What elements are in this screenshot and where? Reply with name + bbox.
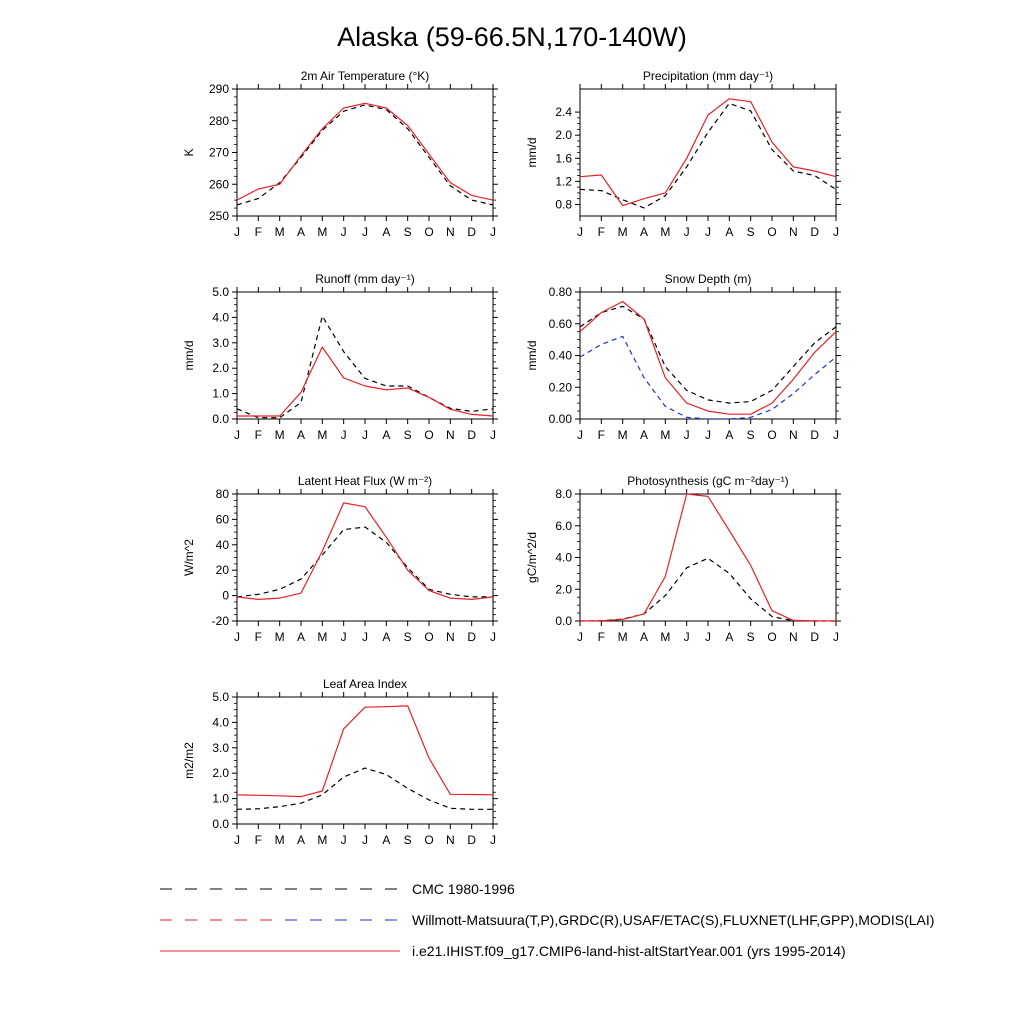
y-tick-label: 5.0 [212,690,229,704]
y-tick-label: 1.0 [212,386,229,401]
series-line-model [237,706,493,797]
y-tick-label: 4.0 [212,310,229,325]
y-axis-label: mm/d [525,340,539,371]
x-tick-label: M [274,428,285,442]
series-line-obs [237,316,493,418]
x-tick-label: J [234,630,240,644]
panel-title: Photosynthesis (gC m⁻²day⁻¹) [627,474,789,488]
y-tick-label: 1.2 [555,174,572,189]
x-tick-label: F [254,428,263,442]
x-tick-label: F [254,833,263,847]
x-tick-label: J [833,225,839,239]
plot-frame [580,494,836,621]
plot-frame [580,89,836,216]
x-tick-label: J [362,630,368,644]
legend-item-2 [160,943,846,959]
x-tick-label: J [490,630,496,644]
x-tick-label: A [296,833,306,847]
series-line-model [580,302,836,415]
x-tick-label: A [296,630,306,644]
x-tick-label: D [810,428,820,442]
panel-title: Leaf Area Index [322,677,408,691]
x-tick-label: M [317,428,328,442]
x-tick-label: O [767,630,777,644]
x-tick-label: S [746,428,755,442]
x-tick-label: J [577,428,583,442]
x-tick-label: N [788,428,798,442]
plot-frame [237,89,493,216]
y-tick-label: 4.0 [212,715,229,730]
series-line-model [237,347,493,416]
x-tick-label: J [340,225,347,239]
series-line-obs [580,306,836,403]
y-tick-label: 280 [208,113,229,128]
x-tick-label: O [424,428,434,442]
x-tick-label: S [403,225,412,239]
x-tick-label: A [639,630,649,644]
x-tick-label: J [833,630,839,644]
panel-3 [525,272,841,442]
y-tick-label: 1.0 [212,791,229,806]
x-tick-label: F [254,225,263,239]
y-tick-label: 0.60 [548,316,572,331]
x-tick-label: J [234,225,240,239]
series-line-model [237,103,493,200]
x-tick-label: O [424,225,434,239]
y-tick-label: 0.0 [212,412,229,426]
x-tick-label: J [362,225,368,239]
x-tick-label: M [317,630,328,644]
y-tick-label: 40 [215,537,229,552]
x-tick-label: M [274,833,285,847]
x-tick-label: D [810,225,820,239]
x-tick-label: S [403,833,412,847]
panel-6 [182,677,498,847]
x-tick-label: D [810,630,820,644]
x-tick-label: J [490,225,496,239]
x-tick-label: A [382,225,391,239]
legend [160,881,934,959]
y-tick-label: 1.6 [555,151,572,166]
x-tick-label: A [382,428,391,442]
x-tick-label: M [617,225,628,239]
x-tick-label: J [577,225,583,239]
y-tick-label: 0 [222,588,229,603]
panel-2 [182,272,498,442]
x-tick-label: S [746,630,755,644]
legend-item-1 [160,912,934,928]
x-tick-label: A [296,225,306,239]
series-line-model [237,503,493,600]
panels [182,69,841,847]
y-axis-label: K [182,148,196,157]
y-tick-label: 0.8 [555,197,572,212]
x-tick-label: M [317,225,328,239]
x-tick-label: J [340,428,347,442]
y-tick-label: 3.0 [212,335,229,350]
x-tick-label: O [767,428,777,442]
y-tick-label: -20 [211,614,229,628]
x-tick-label: J [705,225,711,239]
y-tick-label: 4.0 [555,550,572,565]
x-tick-label: F [254,630,263,644]
y-tick-label: 290 [208,82,229,96]
y-tick-label: 2.4 [555,105,572,120]
plot-frame [237,292,493,419]
x-tick-label: A [725,225,734,239]
legend-label: CMC 1980-1996 [412,881,515,897]
panel-title: Runoff (mm day⁻¹) [315,272,415,286]
series-line-obs2 [580,336,836,419]
y-axis-label: mm/d [182,340,196,371]
x-tick-label: J [234,833,240,847]
x-tick-label: M [660,428,671,442]
x-tick-label: D [467,630,477,644]
x-tick-label: N [788,630,798,644]
y-tick-label: 0.0 [212,817,229,831]
y-tick-label: 3.0 [212,740,229,755]
y-tick-label: 5.0 [212,285,229,299]
y-tick-label: 80 [215,487,229,501]
x-tick-label: A [639,428,649,442]
x-tick-label: J [234,428,240,442]
x-tick-label: M [660,630,671,644]
x-tick-label: J [683,428,690,442]
legend-item-0 [160,881,515,897]
x-tick-label: S [403,630,412,644]
y-tick-label: 2.0 [555,582,572,597]
y-tick-label: 260 [208,177,229,192]
x-tick-label: J [490,428,496,442]
x-tick-label: O [424,630,434,644]
x-tick-label: A [725,630,734,644]
series-line-obs [580,103,836,207]
x-tick-label: S [746,225,755,239]
x-tick-label: A [382,630,391,644]
panel-title: Snow Depth (m) [664,272,752,286]
y-tick-label: 6.0 [555,518,572,533]
panel-1 [525,69,841,239]
series-line-model [580,494,836,621]
y-axis-label: gC/m^2/d [525,532,539,583]
x-tick-label: F [597,225,606,239]
panel-0 [182,69,498,239]
y-tick-label: 2.0 [212,766,229,781]
panel-4 [182,474,498,644]
y-tick-label: 0.20 [548,380,572,395]
x-tick-label: F [597,428,606,442]
x-tick-label: D [467,833,477,847]
x-tick-label: A [382,833,391,847]
x-tick-label: J [683,225,690,239]
x-tick-label: M [617,630,628,644]
y-tick-label: 2.0 [555,128,572,143]
y-tick-label: 60 [215,512,229,527]
legend-label: Willmott-Matsuura(T,P),GRDC(R),USAF/ETAC(S),FLUXNET(LHF,GPP),MODIS(LAI) [412,912,935,928]
panel-title: Precipitation (mm day⁻¹) [642,69,774,83]
x-tick-label: J [683,630,690,644]
series-line-obs [237,527,493,597]
x-tick-label: D [467,428,477,442]
x-tick-label: O [767,225,777,239]
x-tick-label: M [274,225,285,239]
x-tick-label: M [274,630,285,644]
y-tick-label: 0.0 [555,614,572,628]
x-tick-label: O [424,833,434,847]
x-tick-label: S [403,428,412,442]
y-axis-label: mm/d [525,137,539,168]
x-tick-label: N [445,833,455,847]
y-tick-label: 270 [208,145,229,160]
y-tick-label: 250 [208,209,229,223]
x-tick-label: M [617,428,628,442]
plot-frame [237,494,493,621]
y-tick-label: 2.0 [212,361,229,376]
x-tick-label: A [639,225,649,239]
series-line-obs [580,558,836,621]
x-tick-label: N [445,630,455,644]
x-tick-label: N [788,225,798,239]
panel-title: Latent Heat Flux (W m⁻²) [297,474,433,488]
panel-5 [525,474,841,644]
y-tick-label: 0.00 [548,412,572,426]
plot-frame [237,697,493,824]
x-tick-label: J [705,630,711,644]
series-line-obs [237,105,493,205]
x-tick-label: J [833,428,839,442]
series-line-model [580,99,836,206]
x-tick-label: F [597,630,606,644]
x-tick-label: M [317,833,328,847]
y-tick-label: 0.80 [548,285,572,299]
x-tick-label: A [296,428,306,442]
y-tick-label: 20 [215,563,229,578]
panel-title: 2m Air Temperature (°K) [300,69,430,83]
series-line-obs [237,768,493,809]
y-tick-label: 8.0 [555,487,572,501]
x-tick-label: J [340,630,347,644]
x-tick-label: M [660,225,671,239]
x-tick-label: J [577,630,583,644]
y-tick-label: 0.40 [548,348,572,363]
x-tick-label: N [445,225,455,239]
y-axis-label: W/m^2 [182,539,196,576]
y-axis-label: m2/m2 [182,742,196,779]
x-tick-label: J [340,833,347,847]
legend-label: i.e21.IHIST.f09_g17.CMIP6-land-hist-altStartYear.001 (yrs 1995-2014) [412,943,846,959]
figure-title: Alaska (59-66.5N,170-140W) [337,22,687,52]
x-tick-label: J [490,833,496,847]
x-tick-label: A [725,428,734,442]
x-tick-label: N [445,428,455,442]
x-tick-label: D [467,225,477,239]
x-tick-label: J [705,428,711,442]
x-tick-label: J [362,428,368,442]
x-tick-label: J [362,833,368,847]
